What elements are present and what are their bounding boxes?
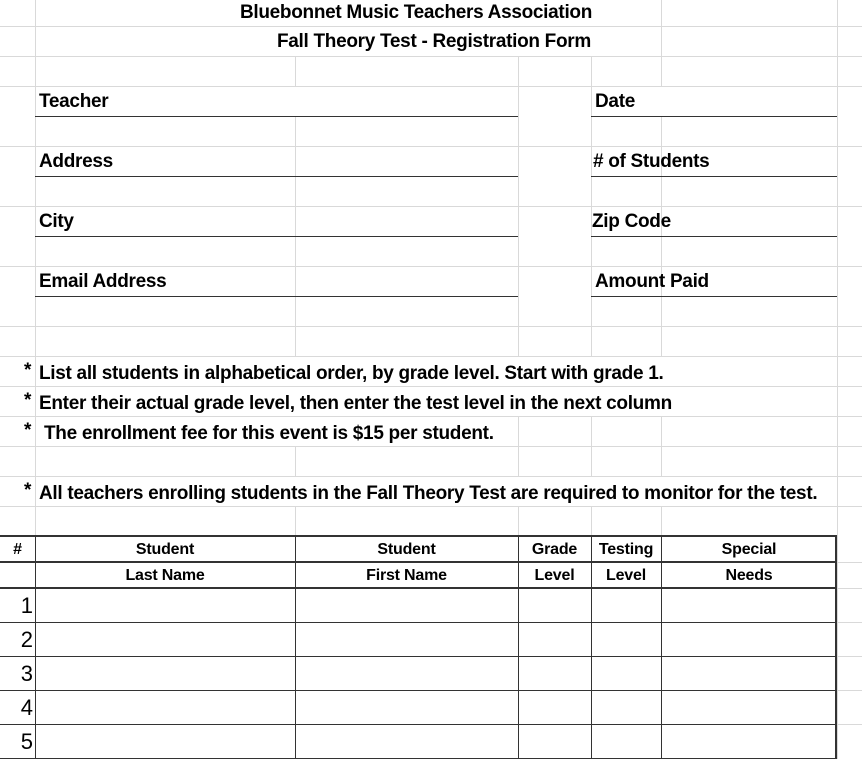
table-border [518,536,519,759]
table-border [591,536,592,759]
testing-level-cell[interactable] [592,691,661,724]
col-header-special-needs-2: Needs [725,567,773,584]
first-name-cell[interactable] [296,657,518,690]
row-number: 2 [20,627,33,652]
col-header-grade-level-2: Level [534,567,575,584]
row-number: 4 [20,695,33,720]
col-header-grade-level-1: Grade [531,541,578,558]
num-students-label: # of Students [593,151,710,172]
col-header-testing-level-1: Testing [598,541,654,558]
instruction-item: The enrollment fee for this event is $15 per student. [39,423,494,444]
grade-level-cell[interactable] [519,725,591,758]
bullet-asterisk: * [24,360,32,381]
testing-level-cell[interactable] [592,589,661,622]
testing-level-cell[interactable] [592,725,661,758]
teacher-underline [35,116,518,117]
grade-level-cell[interactable] [519,691,591,724]
instruction-item: List all students in alphabetical order, by grade level. Start with grade 1. [39,363,664,384]
grade-level-cell[interactable] [519,657,591,690]
last-name-cell[interactable] [36,691,295,724]
bullet-asterisk: * [24,420,32,441]
table-border [0,535,837,537]
amount-paid-label: Amount Paid [595,271,709,292]
special-needs-cell[interactable] [662,691,837,724]
testing-level-cell[interactable] [592,623,661,656]
email-label: Email Address [39,271,167,292]
form-title: Fall Theory Test - Registration Form [276,31,591,52]
bullet-asterisk: * [24,480,32,501]
row-number: 1 [20,593,33,618]
zip-code-underline [591,236,837,237]
table-border [0,656,837,657]
grade-level-cell[interactable] [519,589,591,622]
grid-col-line [837,0,838,759]
col-header-testing-level-2: Level [606,567,646,584]
teacher-label: Teacher [39,91,109,112]
col-header-first-name-2: First Name [366,567,447,584]
grid-row-line [0,326,862,327]
monitor-note: All teachers enrolling students in the Fall Theory Test are required to monitor for the test. [39,483,818,504]
testing-level-cell[interactable] [592,657,661,690]
first-name-cell[interactable] [296,691,518,724]
instruction-item: Enter their actual grade level, then enter the test level in the next column [39,393,672,414]
col-header-first-name-1: Student [377,541,436,558]
email-underline [35,296,518,297]
grid-row-line [0,146,862,147]
last-name-cell[interactable] [36,623,295,656]
first-name-cell[interactable] [296,589,518,622]
col-header-last-name-1: Student [135,541,195,558]
city-underline [35,236,518,237]
first-name-cell[interactable] [296,725,518,758]
num-students-underline [591,176,837,177]
special-needs-cell[interactable] [662,623,837,656]
row-number: 3 [20,661,33,686]
table-border [0,561,837,563]
date-label: Date [595,91,635,112]
table-border [0,622,837,623]
grade-level-cell[interactable] [519,623,591,656]
date-underline [591,116,837,117]
special-needs-cell[interactable] [662,589,837,622]
org-title: Bluebonnet Music Teachers Association [239,2,593,23]
special-needs-cell[interactable] [662,725,837,758]
table-border [35,536,36,759]
table-border [0,690,837,691]
city-label: City [39,211,74,232]
col-header-number: # [13,541,22,558]
special-needs-cell[interactable] [662,657,837,690]
table-border [295,536,296,759]
grid-row-line [0,206,862,207]
address-label: Address [39,151,113,172]
table-border [0,587,837,589]
last-name-cell[interactable] [36,657,295,690]
col-header-last-name-2: Last Name [125,567,205,584]
bullet-asterisk: * [24,390,32,411]
amount-paid-underline [591,296,837,297]
last-name-cell[interactable] [36,589,295,622]
row-number: 5 [20,729,33,754]
table-border [0,724,837,725]
last-name-cell[interactable] [36,725,295,758]
first-name-cell[interactable] [296,623,518,656]
zip-code-label: Zip Code [592,211,671,232]
col-header-special-needs-1: Special [721,541,777,558]
table-border [835,536,837,759]
table-border [661,536,662,759]
address-underline [35,176,518,177]
